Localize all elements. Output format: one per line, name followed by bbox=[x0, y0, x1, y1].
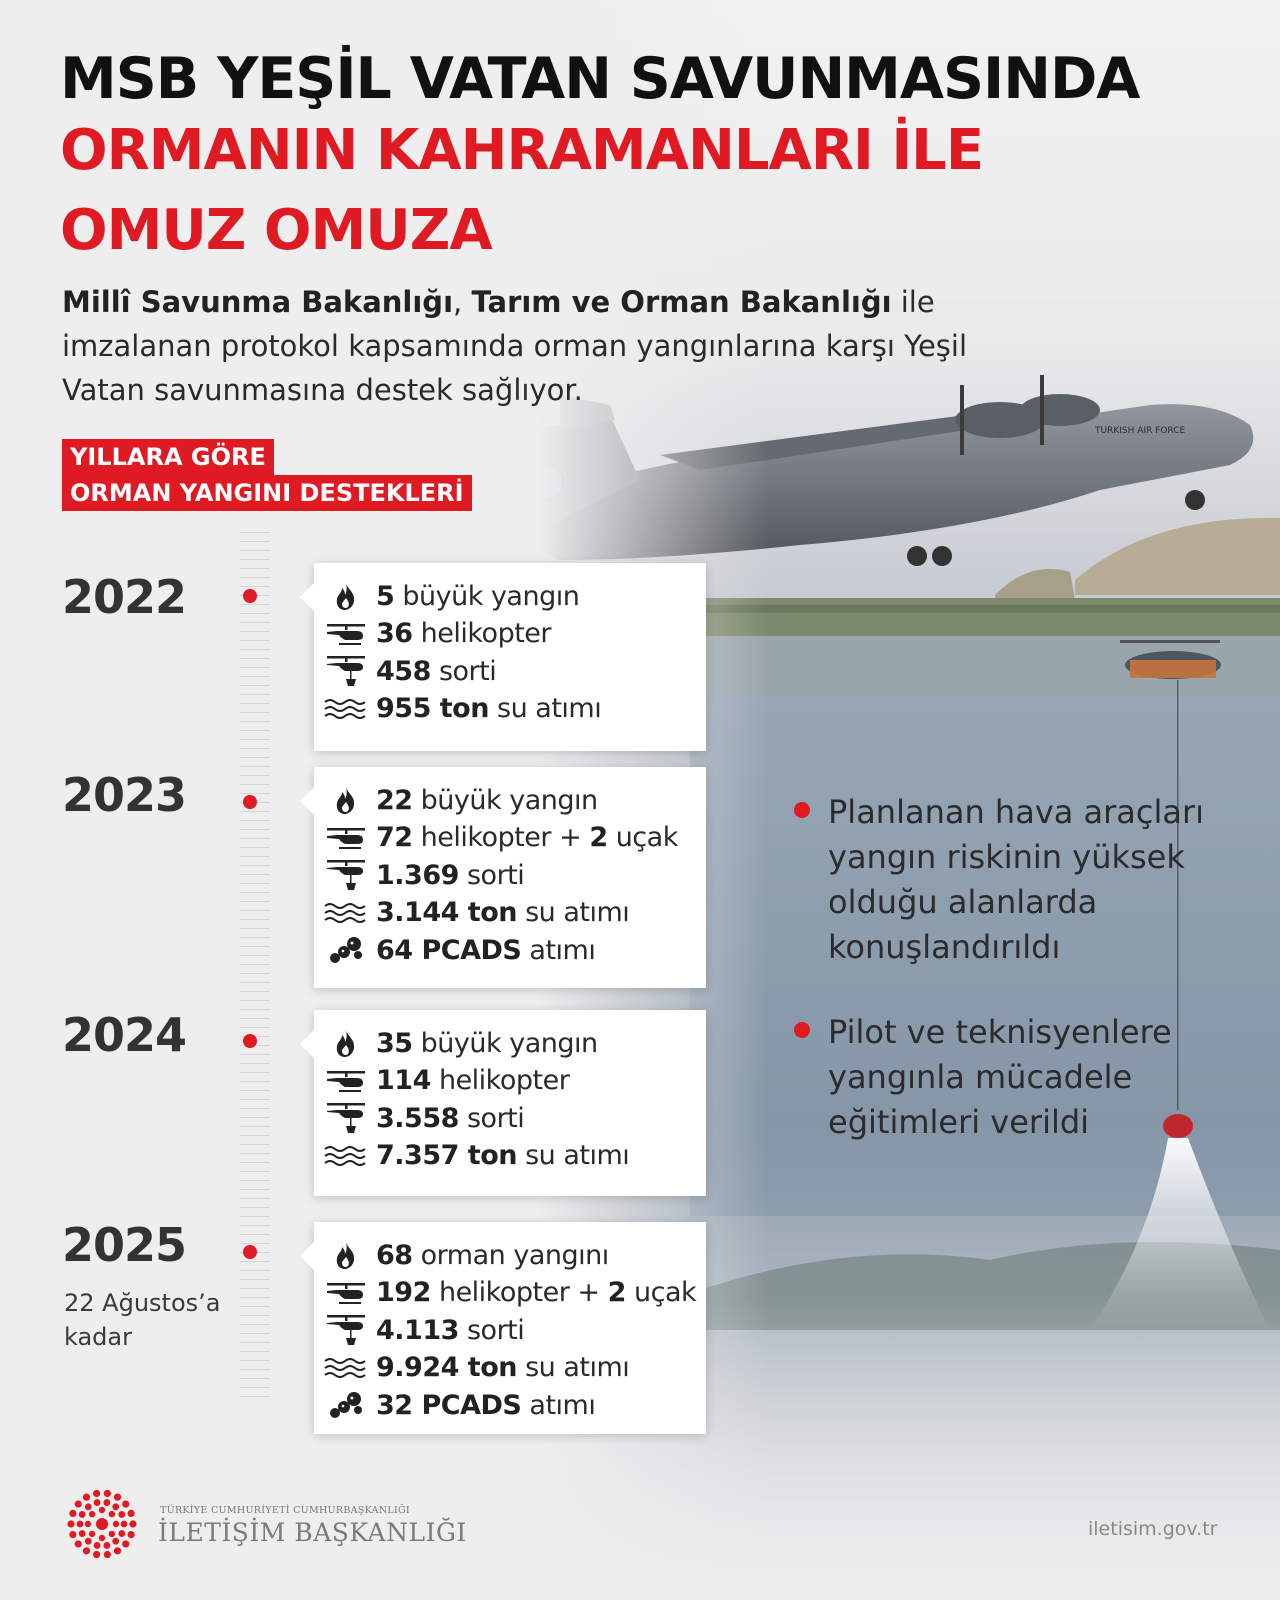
stat-label: helikopter + bbox=[430, 1277, 608, 1308]
stat-label: sorti bbox=[458, 1314, 525, 1346]
stat-label: atımı bbox=[521, 934, 596, 966]
stat-label: orman yangını bbox=[412, 1239, 609, 1271]
helicopter-bucket-icon bbox=[322, 654, 370, 688]
footer-url: iletisim.gov.tr bbox=[1088, 1518, 1218, 1540]
stat-label: helikopter bbox=[430, 1065, 570, 1096]
year-label-2022: 2022 bbox=[62, 570, 187, 624]
stat-row bbox=[322, 1137, 629, 1175]
water-waves-icon bbox=[322, 896, 370, 930]
intro-paragraph bbox=[62, 280, 1022, 412]
stat-row bbox=[322, 1349, 629, 1387]
stat-value-secondary: 2 bbox=[589, 822, 608, 853]
pcads-icon bbox=[322, 1388, 370, 1422]
intro-text: ile imzalanan protokol kapsamında orman yangınlarına karşı Yeşil Vatan savunmasına destek sağlıyor. bbox=[62, 285, 968, 407]
fire-icon bbox=[322, 783, 370, 817]
stat-value: 5 bbox=[376, 580, 395, 612]
stat-value: 35 bbox=[376, 1027, 413, 1059]
fire-icon bbox=[322, 1238, 370, 1272]
stat-label: su atımı bbox=[488, 693, 602, 724]
stats-card-2022 bbox=[314, 563, 706, 751]
stat-label: su atımı bbox=[516, 897, 630, 928]
stat-label: atımı bbox=[521, 1389, 596, 1421]
stat-row bbox=[322, 615, 551, 653]
helicopter-icon bbox=[322, 1064, 370, 1098]
stat-label: su atımı bbox=[516, 1140, 630, 1171]
intro-sep: , bbox=[453, 285, 472, 319]
stat-value: 36 bbox=[376, 618, 413, 649]
stat-row bbox=[322, 1311, 524, 1349]
stat-row bbox=[322, 1099, 524, 1137]
stat-value: 68 bbox=[376, 1239, 413, 1271]
helicopter-icon bbox=[322, 1276, 370, 1310]
stat-value: 22 bbox=[376, 784, 413, 816]
year-label-2025: 2025 bbox=[62, 1218, 187, 1272]
stat-row bbox=[322, 1024, 598, 1062]
stats-card-2025 bbox=[314, 1222, 706, 1434]
stats-card-2023 bbox=[314, 767, 706, 988]
fire-icon bbox=[322, 1026, 370, 1060]
bullet-dot bbox=[794, 802, 810, 818]
stat-label: büyük yangın bbox=[412, 1027, 598, 1059]
stat-value-secondary: 2 bbox=[607, 1277, 626, 1308]
stat-row bbox=[322, 1274, 696, 1312]
water-waves-icon bbox=[322, 1139, 370, 1173]
bullet-item bbox=[798, 1010, 1238, 1145]
timeline-dot bbox=[243, 795, 257, 809]
pcads-icon bbox=[322, 933, 370, 967]
stat-label: sorti bbox=[458, 859, 525, 891]
stat-row bbox=[322, 652, 496, 690]
stat-label: su atımı bbox=[516, 1352, 630, 1383]
helicopter-bucket-icon bbox=[322, 1313, 370, 1347]
stat-label: büyük yangın bbox=[394, 580, 580, 612]
year-2025-note-line-2: kadar bbox=[64, 1323, 132, 1351]
stat-value: 7.357 ton bbox=[376, 1140, 517, 1171]
footer-small-title: TÜRKİYE CUMHURİYETİ CUMHURBAŞKANLIĞI bbox=[160, 1505, 410, 1516]
headline-line-2: ORMANIN KAHRAMANLARI İLE bbox=[60, 118, 984, 183]
helicopter-bucket-icon bbox=[322, 1101, 370, 1135]
stat-row bbox=[322, 819, 678, 857]
stat-label: sorti bbox=[430, 655, 497, 687]
helicopter-bucket-icon bbox=[322, 858, 370, 892]
communications-directorate-logo bbox=[62, 1484, 142, 1564]
timeline-dot bbox=[243, 1245, 257, 1259]
section-label bbox=[62, 439, 472, 511]
timeline-ruler bbox=[240, 532, 270, 1402]
stat-value: 458 bbox=[376, 655, 431, 687]
stat-row bbox=[322, 931, 595, 969]
stat-row bbox=[322, 1062, 569, 1100]
stat-row bbox=[322, 690, 601, 728]
year-label-2024: 2024 bbox=[62, 1008, 187, 1062]
stat-row bbox=[322, 577, 579, 615]
intro-ministry-agriculture: Tarım ve Orman Bakanlığı bbox=[471, 285, 892, 319]
section-label-line-1: YILLARA GÖRE bbox=[62, 439, 274, 475]
stat-row bbox=[322, 856, 524, 894]
stat-label: helikopter bbox=[412, 618, 552, 649]
section-label-line-2: ORMAN YANGINI DESTEKLERİ bbox=[62, 475, 472, 511]
stat-value: 64 PCADS bbox=[376, 934, 522, 966]
stat-label: helikopter + bbox=[412, 822, 590, 853]
stat-value: 3.558 bbox=[376, 1102, 459, 1134]
stat-value: 32 PCADS bbox=[376, 1389, 522, 1421]
stat-value: 72 bbox=[376, 822, 413, 853]
bullet-dot bbox=[794, 1022, 810, 1038]
stat-value: 114 bbox=[376, 1065, 431, 1096]
stat-value: 1.369 bbox=[376, 859, 459, 891]
helicopter-icon bbox=[322, 617, 370, 651]
stat-row bbox=[322, 1236, 609, 1274]
helicopter-icon bbox=[322, 821, 370, 855]
stat-label-secondary: uçak bbox=[625, 1277, 697, 1308]
stat-value: 4.113 bbox=[376, 1314, 459, 1346]
stats-card-2024 bbox=[314, 1010, 706, 1196]
timeline-dot bbox=[243, 1034, 257, 1048]
stat-label: sorti bbox=[458, 1102, 525, 1134]
bullet-text: Planlanan hava araçları yangın riskinin yüksek olduğu alanlarda konuşlandırıldı bbox=[828, 793, 1205, 966]
water-waves-icon bbox=[322, 1351, 370, 1385]
stat-row bbox=[322, 894, 629, 932]
stat-label: büyük yangın bbox=[412, 784, 598, 816]
fire-icon bbox=[322, 579, 370, 613]
stat-value: 955 ton bbox=[376, 693, 489, 724]
intro-ministry-defense: Millî Savunma Bakanlığı bbox=[62, 285, 454, 319]
stat-row bbox=[322, 781, 598, 819]
year-2025-note bbox=[64, 1286, 220, 1354]
water-waves-icon bbox=[322, 692, 370, 726]
stat-value: 9.924 ton bbox=[376, 1352, 517, 1383]
year-2025-note-line-1: 22 Ağustos’a bbox=[64, 1289, 221, 1317]
headline-line-1: MSB YEŞİL VATAN SAVUNMASINDA bbox=[60, 46, 1140, 112]
headline-line-3: OMUZ OMUZA bbox=[60, 198, 492, 263]
bullet-text: Pilot ve teknisyenlere yangınla mücadele eğitimleri verildi bbox=[828, 1013, 1172, 1141]
bullet-item bbox=[798, 790, 1238, 970]
footer-big-title: İLETİŞİM BAŞKANLIĞI bbox=[158, 1518, 467, 1547]
timeline-dot bbox=[243, 589, 257, 603]
year-label-2023: 2023 bbox=[62, 768, 187, 822]
stat-label-secondary: uçak bbox=[607, 822, 678, 853]
stat-value: 192 bbox=[376, 1277, 431, 1308]
stat-row bbox=[322, 1386, 595, 1424]
stat-value: 3.144 ton bbox=[376, 897, 517, 928]
